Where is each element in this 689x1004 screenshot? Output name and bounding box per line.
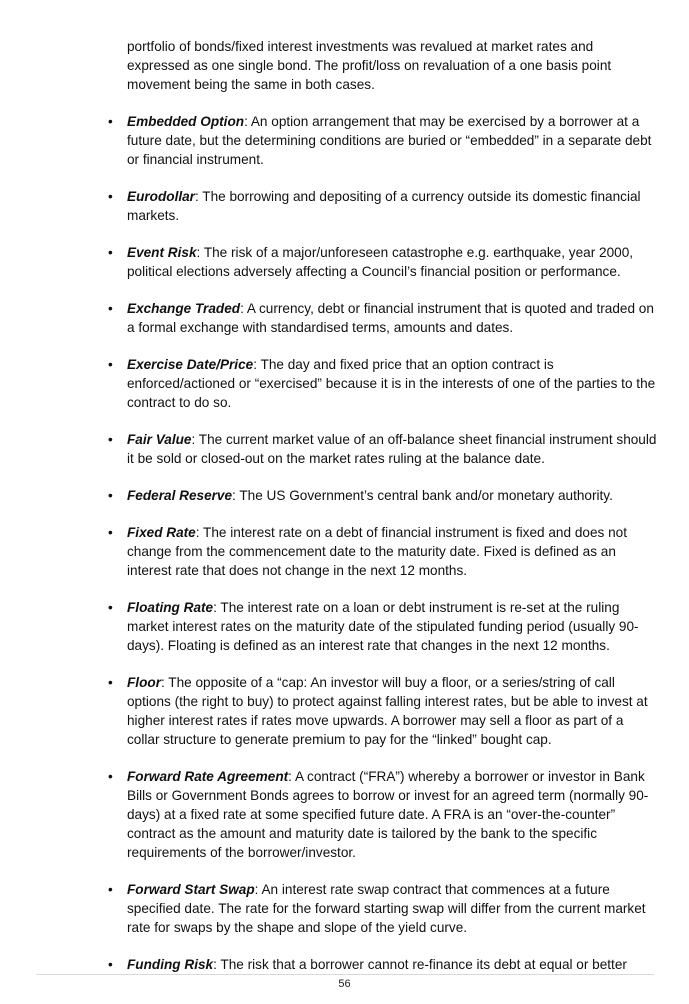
bullet-icon: •	[108, 245, 113, 260]
glossary-entry-exercise-date-price	[0, 355, 657, 412]
glossary-entry-forward-rate-agreement	[0, 767, 657, 862]
glossary-definition: : The interest rate on a debt of financial instrument is fixed and does not change from the commencement date to the maturity date. Fixed is defined as an interest rate that does not change in the next 12 months.	[127, 525, 627, 578]
glossary-entry-forward-start-swap	[0, 880, 657, 937]
glossary-term: Forward Rate Agreement	[127, 769, 289, 784]
glossary-definition: : A contract (“FRA”) whereby a borrower or investor in Bank Bills or Government Bonds agrees to borrow or invest for an agreed term (normally 90-days) at a fixed rate at some specified future date. A FRA is an “over-the-counter” contract as the amount and maturity date is tailored by the bank to the specific requirements of the borrower/investor.	[127, 769, 649, 860]
glossary-definition: : The US Government’s central bank and/or monetary authority.	[232, 488, 613, 503]
glossary-term: Funding Risk	[127, 957, 214, 972]
bullet-icon: •	[108, 525, 113, 540]
page-number: 56	[338, 978, 351, 990]
bullet-icon: •	[108, 114, 113, 129]
glossary-term: Floor	[127, 675, 161, 690]
glossary-term: Fixed Rate	[127, 525, 196, 540]
glossary-entry-floor	[0, 673, 657, 749]
glossary-entry-fixed-rate	[0, 523, 657, 580]
glossary-term: Federal Reserve	[127, 488, 233, 503]
glossary-entry-eurodollar	[0, 187, 657, 225]
bullet-icon: •	[108, 957, 113, 972]
continuation-paragraph: portfolio of bonds/fixed interest investments was revalued at market rates and expressed as one single bond. The profit/loss on revaluation of a one basis point movement being the same in both cases.	[127, 39, 612, 92]
bullet-icon: •	[108, 432, 113, 447]
glossary-definition: : A currency, debt or financial instrument that is quoted and traded on a formal exchange with standardised terms, amounts and dates.	[127, 301, 654, 335]
bullet-icon: •	[108, 301, 113, 316]
bullet-icon: •	[108, 488, 113, 503]
bullet-icon: •	[108, 769, 113, 784]
glossary-term: Fair Value	[127, 432, 192, 447]
glossary-term: Exchange Traded	[127, 301, 241, 316]
bullet-icon: •	[108, 600, 113, 615]
glossary-entry-event-risk	[0, 243, 657, 281]
footer-divider	[36, 974, 654, 975]
bullet-icon: •	[108, 189, 113, 204]
glossary-entry-funding-risk	[0, 955, 657, 974]
glossary-term: Embedded Option	[127, 114, 245, 129]
glossary-term: Exercise Date/Price	[127, 357, 254, 372]
glossary-definition: : The borrowing and depositing of a currency outside its domestic financial markets.	[127, 189, 641, 223]
glossary-term: Forward Start Swap	[127, 882, 255, 897]
glossary-term: Floating Rate	[127, 600, 214, 615]
glossary-definition: : The interest rate on a loan or debt instrument is re-set at the ruling market interest rates on the maturity date of the stipulated funding period (usually 90-days). Floating is defined as an interest rate that changes in the next 12 months.	[127, 600, 639, 653]
glossary-entry-federal-reserve	[0, 486, 657, 505]
glossary-definition: : The day and fixed price that an option contract is enforced/actioned or “exercised” because it is in the interests of one of the parties to the contract to do so.	[127, 357, 656, 410]
bullet-icon: •	[108, 882, 113, 897]
glossary-definition: : The risk that a borrower cannot re-finance its debt at equal or better	[213, 957, 627, 972]
glossary-term: Eurodollar	[127, 189, 195, 204]
glossary-term: Event Risk	[127, 245, 197, 260]
glossary-definition: : An option arrangement that may be exercised by a borrower at a future date, but the determining conditions are buried or “embedded” in a separate debt or financial instrument.	[127, 114, 652, 167]
glossary-definition: : The risk of a major/unforeseen catastrophe e.g. earthquake, year 2000, political elections adversely affecting a Council’s financial position or performance.	[127, 245, 634, 279]
glossary-list	[0, 112, 689, 992]
glossary-definition: : The opposite of a “cap: An investor will buy a floor, or a series/string of call options (the right to buy) to protect against falling interest rates, but be able to invest at higher interest rates if rates move upwards. A borrower may sell a floor as part of a collar structure to generate premium to pay for the “linked” bought cap.	[127, 675, 648, 747]
glossary-entry-embedded-option	[0, 112, 657, 169]
glossary-entry-fair-value	[0, 430, 657, 468]
glossary-definition: : An interest rate swap contract that commences at a future specified date. The rate for the forward starting swap will differ from the current market rate for swaps by the shape and slope of the yield curve.	[127, 882, 646, 935]
glossary-entry-floating-rate	[0, 598, 657, 655]
glossary-entry-exchange-traded	[0, 299, 657, 337]
glossary-definition: : The current market value of an off-balance sheet financial instrument should it be sold or closed-out on the market rates ruling at the balance date.	[127, 432, 657, 466]
bullet-icon: •	[108, 675, 113, 690]
bullet-icon: •	[108, 357, 113, 372]
